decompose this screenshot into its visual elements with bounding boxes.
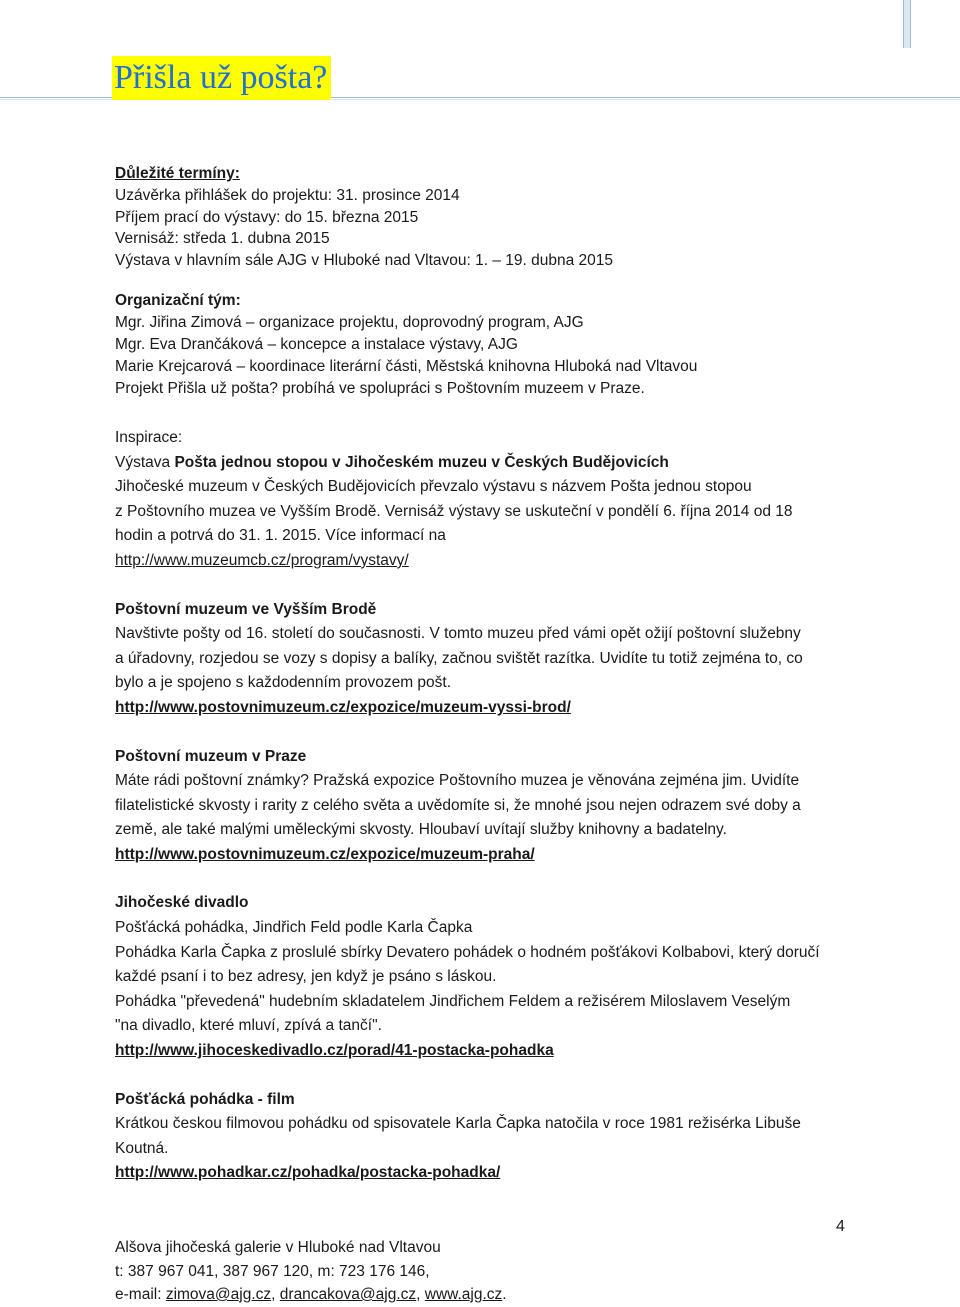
terms-line: Vernisáž: středa 1. dubna 2015 (115, 230, 330, 248)
museum-praha-line: země, ale také malými uměleckými skvosty. Hloubaví uvítají služby knihovny a badatelny. (115, 821, 727, 839)
museum-brod-line: a úřadovny, rozjedou se vozy s dopisy a balíky, začnou svištět razítka. Uvidíte tu totiž zejména to, co (115, 649, 803, 667)
theatre-line: každé psaní i to bez adresy, jen když je psáno s láskou. (115, 968, 497, 986)
theatre-link[interactable]: http://www.jihoceskedivadlo.cz/porad/41-postacka-pohadka (115, 1042, 554, 1060)
inspiration-line: hodin a potrvá do 31. 1. 2015. Více informací na (115, 527, 446, 545)
footer-org: Alšova jihočeská galerie v Hluboké nad Vltavou (115, 1239, 441, 1256)
footer-separator: , (271, 1286, 280, 1303)
museum-praha-link[interactable]: http://www.postovnimuzeum.cz/expozice/muzeum-praha/ (115, 845, 535, 863)
theatre-line: Pohádka "převedená" hudebním skladatelem Jindřichem Feldem a režisérem Miloslavem Veselým (115, 992, 791, 1010)
museum-brod-heading: Poštovní muzeum ve Vyšším Brodě (115, 600, 377, 618)
theatre-line: "na divadlo, které mluví, zpívá a tančí". (115, 1017, 382, 1035)
footer-period: . (502, 1286, 507, 1303)
email-link-drancakova[interactable]: drancakova@ajg.cz (279, 1286, 417, 1303)
inspiration-exhibition-title: Pošta jednou stopou v Jihočeském muzeu v Českých Budějovicích (174, 453, 669, 471)
museum-brod-line: Navštivte pošty od 16. století do současnosti. V tomto muzeu před vámi opět ožijí poštovní služebny (115, 625, 801, 643)
header-accent-bar (903, 0, 911, 48)
museum-brod-link[interactable]: http://www.postovnimuzeum.cz/expozice/muzeum-vyssi-brod/ (115, 698, 571, 716)
inspiration-line: Jihočeské muzeum v Českých Budějovicích převzalo výstavu s názvem Pošta jednou stopou (115, 478, 752, 496)
team-line: Mgr. Eva Drančáková – koncepce a instalace výstavy, AJG (115, 335, 518, 353)
theatre-line: Pošťácká pohádka, Jindřich Feld podle Karla Čapka (115, 919, 473, 937)
inspiration-prefix: Výstava (115, 453, 175, 471)
film-link[interactable]: http://www.pohadkar.cz/pohadka/postacka-pohadka/ (115, 1164, 501, 1182)
film-heading: Pošťácká pohádka - film (115, 1090, 295, 1108)
footer-separator: , (416, 1286, 425, 1303)
muzeumcb-link[interactable]: http://www.muzeumcb.cz/program/vystavy/ (115, 551, 409, 569)
page-number: 4 (836, 1218, 845, 1235)
footer (115, 1236, 507, 1307)
team-heading: Organizační tým: (115, 291, 241, 309)
email-link-zimova[interactable]: zimova@ajg.cz (165, 1286, 272, 1303)
film-line: Krátkou českou filmovou pohádku od spisovatele Karla Čapka natočila v roce 1981 režisérka Libuše (115, 1115, 801, 1133)
museum-brod-line: bylo a je spojeno s každodenním provozem pošt. (115, 674, 452, 692)
team-line: Marie Krejcarová – koordinace literární části, Městská knihovna Hluboká nad Vltavou (115, 357, 698, 375)
terms-heading: Důležité termíny: (115, 165, 240, 182)
web-link[interactable]: www.ajg.cz (424, 1286, 503, 1303)
team-line: Mgr. Jiřina Zimová – organizace projektu, doprovodný program, AJG (115, 313, 584, 331)
film-line: Koutná. (115, 1139, 169, 1157)
theatre-line: Pohádka Karla Čapka z proslulé sbírky Devatero pohádek o hodném pošťákovi Kolbabovi, který doručí (115, 943, 820, 961)
inspiration-heading: Inspirace: (115, 428, 183, 446)
page-title: Přišla už pošta? (112, 56, 331, 100)
museum-praha-line: Máte rádi poštovní známky? Pražská expozice Poštovního muzea je věnována zejména jim. Uvidíte (115, 772, 800, 790)
inspiration-line: z Poštovního muzea ve Vyšším Brodě. Vernisáž výstavy se uskuteční v pondělí 6. října 2014 od 18 (115, 502, 793, 520)
museum-praha-line: filatelistické skvosty i rarity z celého světa a uvědomíte si, že mnohé jsou nejen odrazem své doby a (115, 796, 801, 814)
theatre-heading: Jihočeské divadlo (115, 894, 249, 912)
footer-contacts (115, 1283, 507, 1307)
terms-line: Uzávěrka přihlášek do projektu: 31. prosince 2014 (115, 186, 460, 204)
museum-praha-heading: Poštovní muzeum v Praze (115, 747, 307, 765)
footer-phones: t: 387 967 041, 387 967 120, m: 723 176 146, (115, 1262, 430, 1280)
page-title-wrap (112, 56, 331, 100)
team-line: Projekt Přišla už pošta? probíhá ve spolupráci s Poštovním muzeem v Praze. (115, 379, 645, 397)
document-body (115, 163, 855, 1186)
footer-email-label: e-mail: (115, 1286, 166, 1303)
inspiration-exhibition (115, 451, 855, 476)
terms-line: Příjem prací do výstavy: do 15. března 2015 (115, 208, 419, 226)
terms-line: Výstava v hlavním sále AJG v Hluboké nad Vltavou: 1. – 19. dubna 2015 (115, 252, 614, 270)
